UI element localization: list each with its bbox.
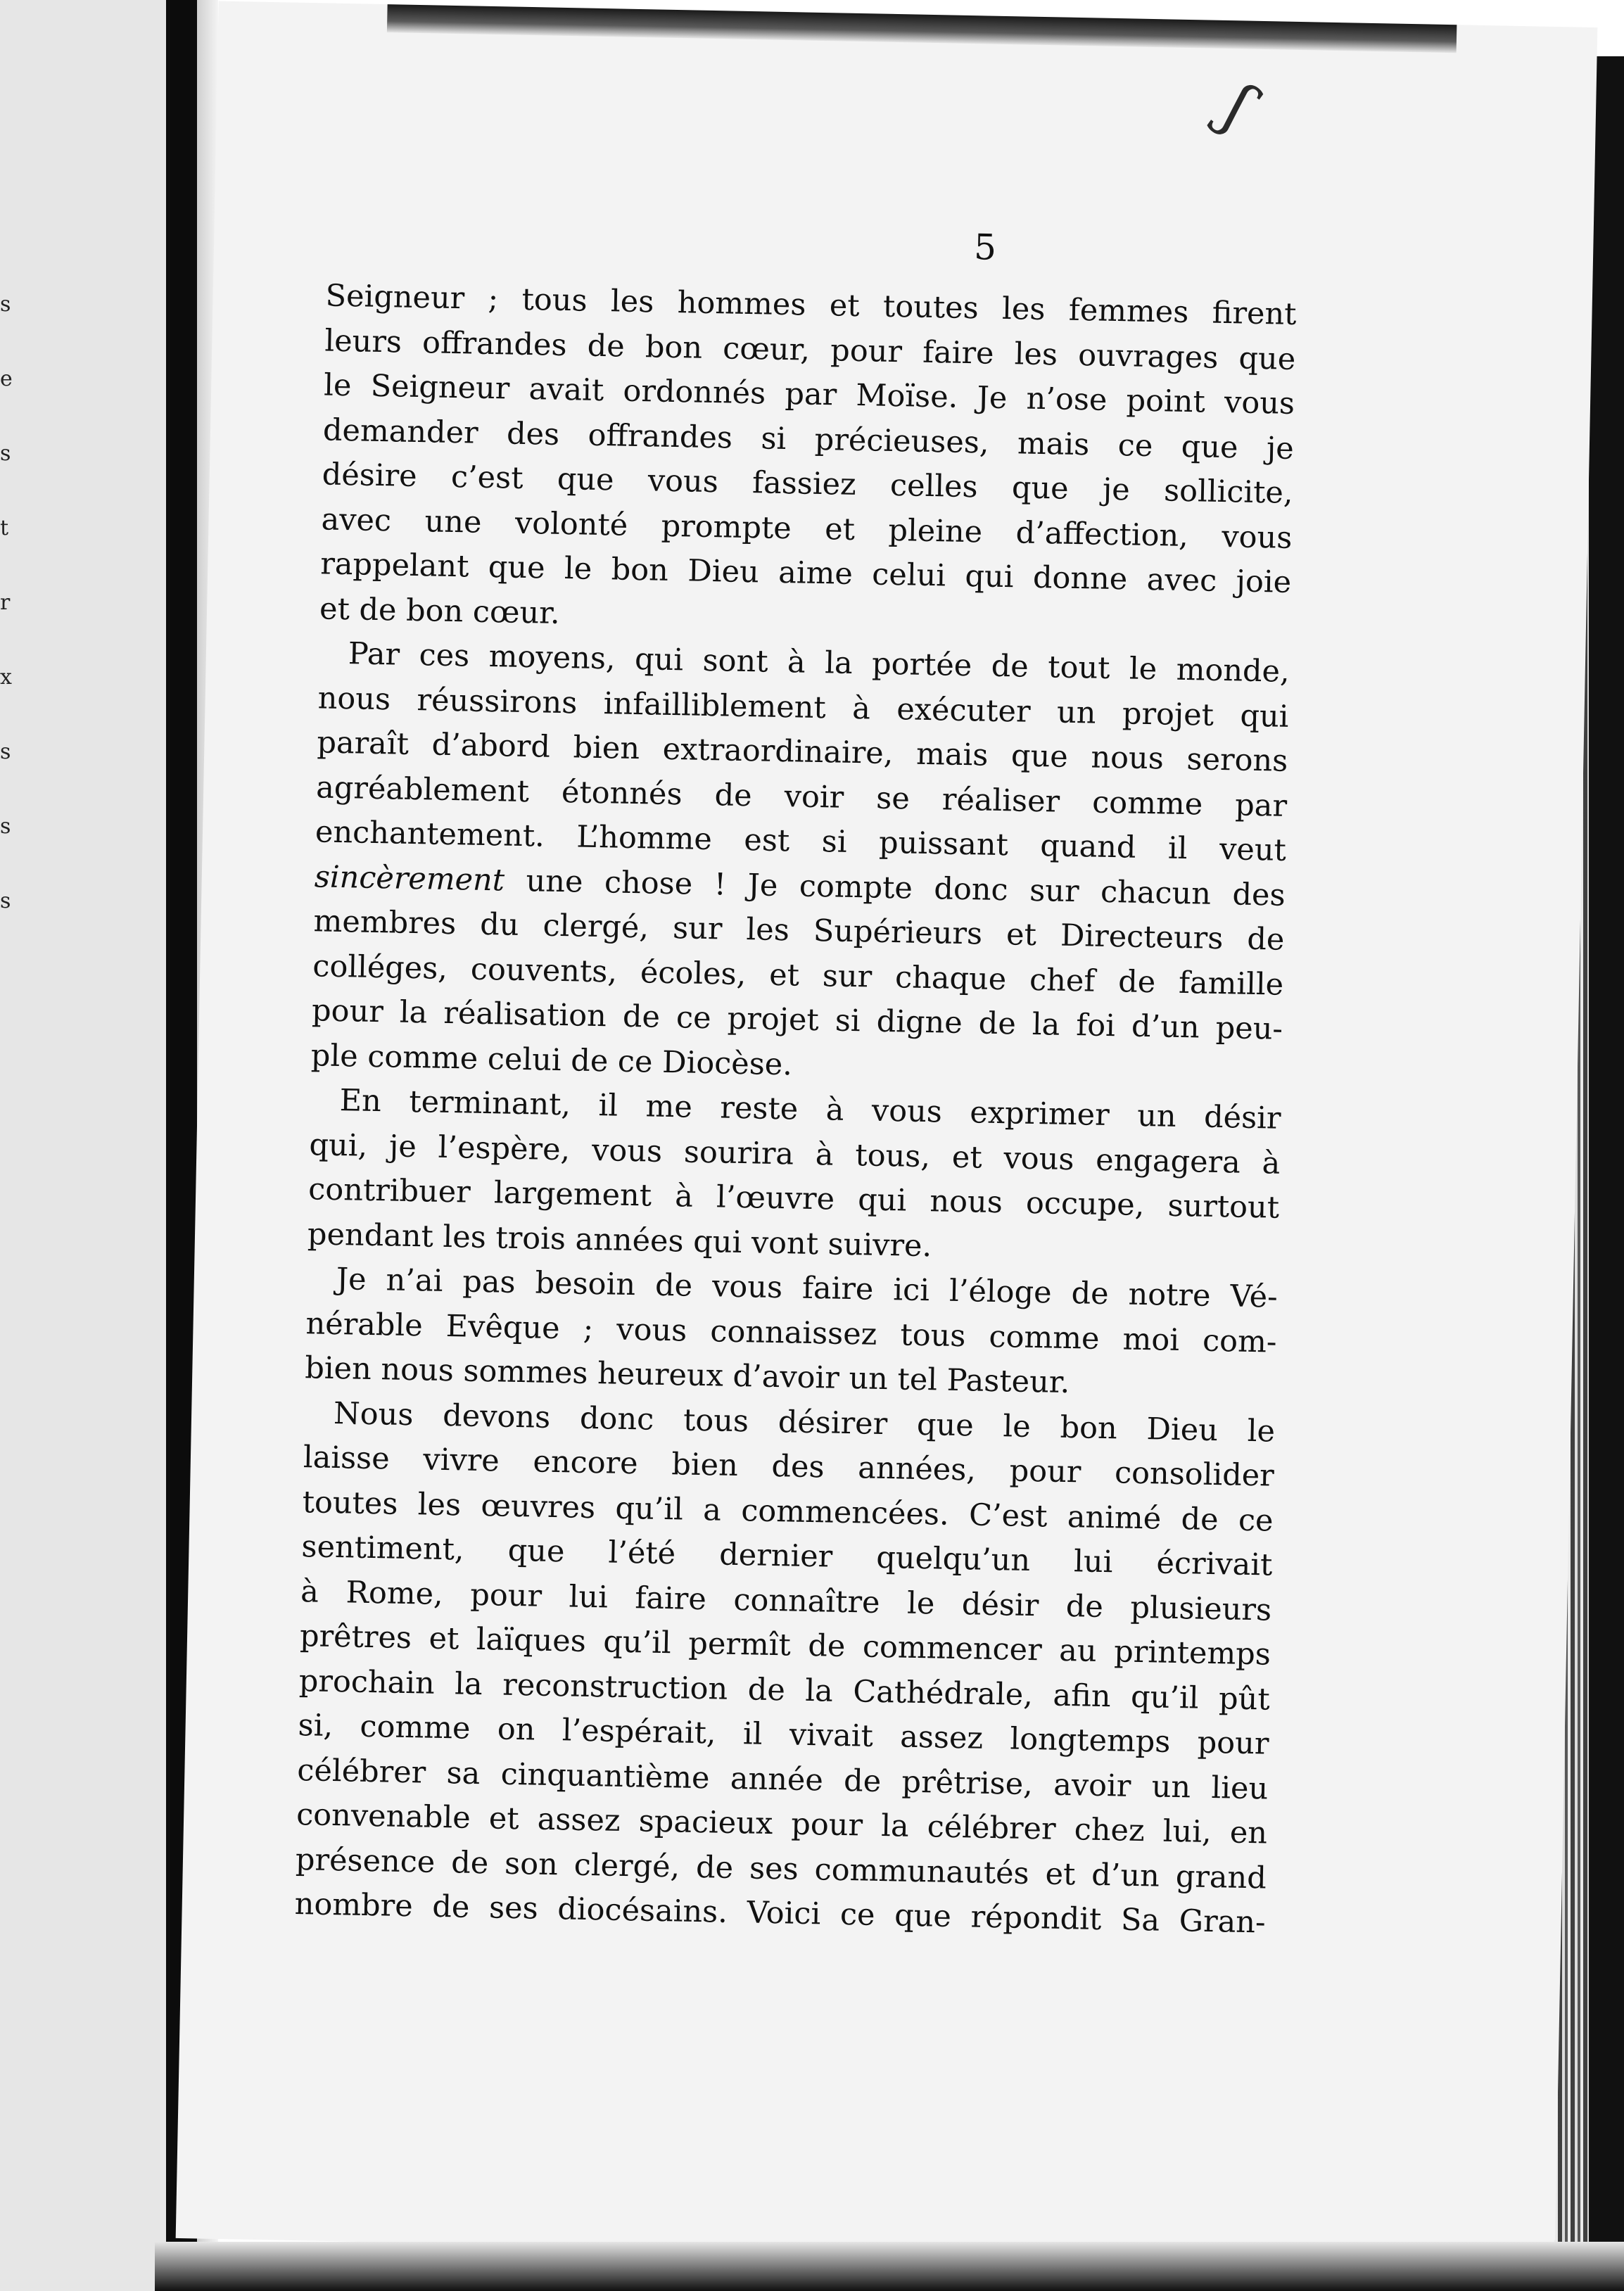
facing-page-letter: s bbox=[0, 441, 11, 466]
text-line: demander des offrandes si précieuses, mais ce que je bbox=[322, 412, 1295, 467]
facing-page-letter: r bbox=[0, 590, 11, 615]
text-line: à Rome, pour lui faire connaître le désir de plusieurs bbox=[300, 1573, 1272, 1628]
text-line: pendant les trois années qui vont suivre. bbox=[307, 1216, 932, 1264]
text-line: célébrer sa cinquantième année de prêtrise, avoir un lieu bbox=[296, 1752, 1269, 1807]
book-fore-edge-shadow bbox=[1589, 56, 1624, 2291]
page-top-strip bbox=[387, 4, 1457, 53]
text-line: En terminant, il me reste à vous exprimer un désir bbox=[339, 1083, 1281, 1136]
corner-pencil-mark: ʃ bbox=[1210, 72, 1268, 142]
text-line-rest: une chose ! Je compte donc sur chacun des bbox=[526, 863, 1286, 913]
body-text bbox=[294, 274, 1297, 1946]
text-line: ple comme celui de ce Diocèse. bbox=[310, 1037, 793, 1082]
text-line: prochain la reconstruction de la Cathédrale, afin qu’il pût bbox=[298, 1663, 1271, 1718]
text-line: rappelant que le bon Dieu aime celui qui donne avec joie bbox=[319, 546, 1292, 600]
text-line: désire c’est que vous fassiez celles que je sollicite, bbox=[322, 457, 1294, 511]
text-line: nombre de ses diocésains. Voici ce que répondit Sa Gran- bbox=[294, 1886, 1267, 1941]
facing-page-letter: s bbox=[0, 814, 11, 839]
italic-word: sincèrement bbox=[314, 858, 505, 899]
text-line: convenable et assez spacieux pour la célébrer chez lui, en bbox=[296, 1797, 1268, 1851]
facing-page-letters bbox=[0, 267, 14, 939]
facing-page-letter: s bbox=[0, 889, 11, 913]
facing-page-letter: s bbox=[0, 292, 11, 317]
text-line: bien nous sommes heureux d’avoir un tel Pasteur. bbox=[304, 1350, 1070, 1401]
text-line: Nous devons donc tous désirer que le bon Dieu le bbox=[333, 1395, 1276, 1449]
text-line: enchantement. L’homme est si puissant quand il veut bbox=[315, 814, 1287, 868]
text-line: qui, je l’espère, vous sourira à tous, et vous engagera à bbox=[309, 1127, 1281, 1181]
text-line: colléges, couvents, écoles, et sur chaque chef de famille bbox=[312, 948, 1284, 1003]
facing-page-letter: e bbox=[0, 367, 13, 391]
text-line: Par ces moyens, qui sont à la portée de tout le monde, bbox=[348, 636, 1290, 690]
text-line: agréablement étonnés de voir se réaliser comme par bbox=[315, 769, 1288, 824]
text-line: et de bon cœur. bbox=[319, 590, 561, 631]
page-number: 5 bbox=[973, 227, 997, 268]
bottom-shadow bbox=[155, 2242, 1624, 2291]
text-line: laisse vivre encore bien des années, pour consolider bbox=[303, 1440, 1275, 1494]
text-line: Je n’ai pas besoin de vous faire ici l’éloge de notre Vé- bbox=[336, 1262, 1279, 1315]
text-line: le Seigneur avait ordonnés par Moïse. Je n’ose point vous bbox=[323, 367, 1295, 421]
facing-page-letter: x bbox=[0, 665, 12, 690]
text-line: pour la réalisation de ce projet si digne de la foi d’un peu- bbox=[311, 993, 1283, 1047]
text-line: membres du clergé, sur les Supérieurs et Directeurs de bbox=[313, 903, 1285, 958]
text-line: sentiment, que l’été dernier quelqu’un lui écrivait bbox=[301, 1529, 1273, 1583]
facing-page-letter: t bbox=[0, 516, 9, 540]
facing-page-letter: s bbox=[0, 740, 11, 764]
text-line: nous réussirons infailliblement à exécuter un projet qui bbox=[317, 680, 1289, 735]
text-line: avec une volonté prompte et pleine d’affection, vous bbox=[321, 501, 1293, 556]
text-line: présence de son clergé, de ses communautés et d’un grand bbox=[295, 1841, 1267, 1896]
text-line: leurs offrandes de bon cœur, pour faire les ouvrages que bbox=[324, 322, 1296, 377]
text-line: toutes les œuvres qu’il a commencées. C’est animé de ce bbox=[302, 1484, 1274, 1539]
text-line: nérable Evêque ; vous connaissez tous comme moi com- bbox=[305, 1305, 1277, 1360]
text-line: contribuer largement à l’œuvre qui nous occupe, surtout bbox=[307, 1172, 1280, 1226]
text-line: prêtres et laïques qu’il permît de commencer au printemps bbox=[299, 1618, 1271, 1673]
text-line: si, comme on l’espérait, il vivait assez longtemps pour bbox=[298, 1708, 1269, 1762]
page bbox=[176, 1, 1598, 2264]
text-line: paraît d’abord bien extraordinaire, mais que nous serons bbox=[317, 725, 1288, 779]
text-line: Seigneur ; tous les hommes et toutes les femmes firent bbox=[325, 278, 1297, 332]
facing-page-edge bbox=[0, 0, 166, 2291]
